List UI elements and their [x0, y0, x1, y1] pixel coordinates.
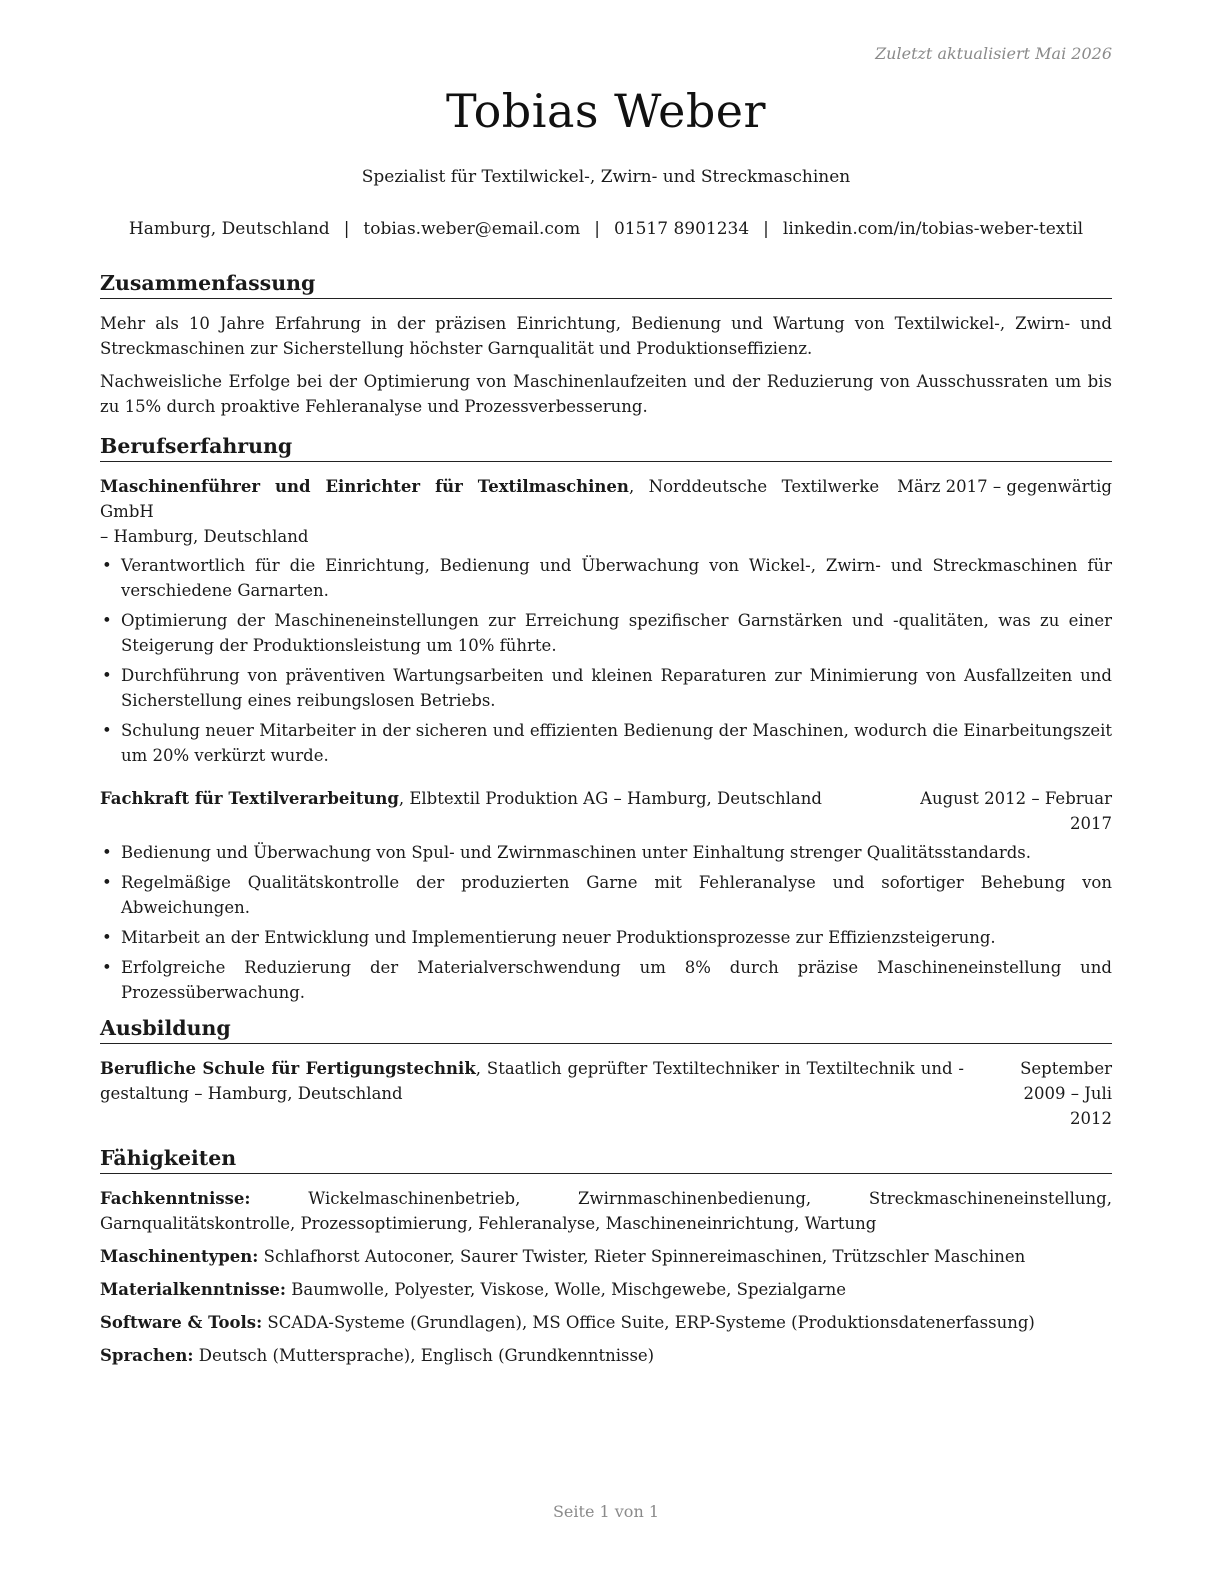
bullet-text: Schulung neuer Mitarbeiter in der sicheren und effizienten Bedienung der Maschinen, wodurch die Einarbeitungszeit um 20% verkürzt wurde. [121, 721, 1112, 765]
section-title-experience: Berufserfahrung [100, 433, 1112, 462]
list-item [100, 553, 1112, 603]
education-entry [100, 1056, 1112, 1131]
job-location: – Hamburg, Deutschland [100, 527, 309, 546]
job-role: Maschinenführer und Einrichter für Textilmaschinen [100, 477, 629, 496]
bullet-text: Mitarbeit an der Entwicklung und Implementierung neuer Produktionsprozesse zur Effizienzsteigerung. [121, 928, 996, 947]
list-item [100, 608, 1112, 658]
skill-value: Baumwolle, Polyester, Viskose, Wolle, Mischgewebe, Spezialgarne [291, 1280, 847, 1299]
contact-line [80, 219, 1132, 239]
skill-row [100, 1277, 1112, 1302]
contact-separator: | [343, 219, 350, 239]
job-bullets [100, 840, 1112, 1005]
resume-content [100, 270, 1112, 1376]
section-title-skills: Fähigkeiten [100, 1145, 1112, 1174]
bullet-text: Durchführung von präventiven Wartungsarbeiten und kleinen Reparaturen zur Minimierung von Ausfallzeiten und Sicherstellung eines reibungslosen Betriebs. [121, 666, 1112, 710]
job-date: August 2012 – Februar 2017 [920, 789, 1112, 833]
page-footer: Seite 1 von 1 [552, 1502, 660, 1521]
candidate-subtitle: Spezialist für Textilwickel-, Zwirn- und Streckmaschinen [361, 167, 851, 187]
list-item [100, 925, 1112, 950]
contact-location: Hamburg, Deutschland [128, 219, 330, 239]
skill-value: SCADA-Systeme (Grundlagen), MS Office Suite, ERP-Systeme (Produktionsdatenerfassung) [267, 1313, 1035, 1332]
bullet-icon: • [102, 666, 112, 685]
job-company: , Elbtextil Produktion AG – Hamburg, Deutschland [398, 789, 822, 808]
job-role: Fachkraft für Textilverarbeitung [100, 789, 399, 808]
bullet-icon: • [102, 873, 112, 892]
summary-paragraph: Nachweisliche Erfolge bei der Optimierung von Maschinenlaufzeiten und der Reduzierung von Ausschussraten um bis zu 15% durch proaktive Fehleranalyse und Prozessverbesserung. [100, 372, 1112, 416]
skill-row [100, 1310, 1112, 1335]
list-item [100, 955, 1112, 1005]
job-company: , Norddeutsche Textilwerke GmbH [100, 477, 880, 521]
bullet-icon: • [102, 611, 112, 630]
skill-value: Deutsch (Muttersprache), Englisch (Grundkenntnisse) [198, 1346, 655, 1365]
job-entry [100, 474, 1112, 768]
summary-paragraph: Mehr als 10 Jahre Erfahrung in der präzisen Einrichtung, Bedienung und Wartung von Textilwickel-, Zwirn- und Streckmaschinen zur Sicherstellung höchster Garnqualität und Produktionseffizienz. [100, 314, 1112, 358]
skill-row [100, 1186, 1112, 1236]
skill-value: Wickelmaschinenbetrieb, Zwirnmaschinenbedienung, Streckmaschineneinstellung, Garnqualitätskontrolle, Prozessoptimierung, Fehleranalyse, Maschineneinrichtung, Wartung [100, 1189, 1112, 1233]
skill-label: Maschinentypen: [100, 1247, 259, 1266]
bullet-icon: • [102, 958, 112, 977]
list-item [100, 663, 1112, 713]
contact-linkedin[interactable]: linkedin.com/in/tobias-weber-textil [782, 219, 1084, 239]
bullet-icon: • [102, 721, 112, 740]
skill-value: Schlafhorst Autoconer, Saurer Twister, Rieter Spinnereimaschinen, Trützschler Maschinen [263, 1247, 1026, 1266]
skill-label: Software & Tools: [100, 1313, 263, 1332]
job-bullets [100, 553, 1112, 768]
bullet-icon: • [102, 843, 112, 862]
contact-email[interactable]: tobias.weber@email.com [363, 219, 581, 239]
job-date: März 2017 – gegenwärtig [897, 477, 1112, 496]
bullet-icon: • [102, 928, 112, 947]
contact-phone: 01517 8901234 [613, 219, 750, 239]
skill-label: Sprachen: [100, 1346, 194, 1365]
education-detail: , Staatlich geprüfter Textiltechniker in Textiltechnik und -gestaltung – Hamburg, Deutschland [100, 1059, 964, 1103]
job-header [100, 786, 1112, 836]
contact-separator: | [763, 219, 769, 239]
bullet-text: Erfolgreiche Reduzierung der Materialverschwendung um 8% durch präzise Maschineneinstellung und Prozessüberwachung. [121, 958, 1112, 1002]
resume-page [100, 0, 1112, 1584]
bullet-text: Verantwortlich für die Einrichtung, Bedienung und Überwachung von Wickel-, Zwirn- und Streckmaschinen für verschiedene Garnarten. [121, 556, 1112, 600]
skill-row [100, 1244, 1112, 1269]
list-item [100, 840, 1112, 865]
list-item [100, 718, 1112, 768]
job-header [100, 474, 1112, 524]
candidate-name: Tobias Weber [445, 84, 767, 138]
skill-label: Fachkenntnisse: [100, 1189, 251, 1208]
bullet-text: Regelmäßige Qualitätskontrolle der produzierten Garne mit Fehleranalyse und sofortiger Behebung von Abweichungen. [121, 873, 1112, 917]
section-title-education: Ausbildung [100, 1015, 1112, 1044]
bullet-icon: • [102, 556, 112, 575]
skill-row [100, 1343, 1112, 1368]
skill-label: Materialkenntnisse: [100, 1280, 286, 1299]
bullet-text: Optimierung der Maschineneinstellungen zur Erreichung spezifischer Garnstärken und -qualitäten, was zu einer Steigerung der Produktionsleistung um 10% führte. [121, 611, 1112, 655]
bullet-text: Bedienung und Überwachung von Spul- und Zwirnmaschinen unter Einhaltung strenger Qualitätsstandards. [121, 843, 1031, 862]
education-date: September 2009 – Juli 2012 [1020, 1059, 1112, 1128]
contact-separator: | [594, 219, 600, 239]
section-title-summary: Zusammenfassung [100, 270, 1112, 299]
last-updated: Zuletzt aktualisiert Mai 2026 [875, 44, 1112, 63]
list-item [100, 870, 1112, 920]
education-school: Berufliche Schule für Fertigungstechnik [100, 1059, 476, 1078]
job-entry [100, 786, 1112, 1005]
